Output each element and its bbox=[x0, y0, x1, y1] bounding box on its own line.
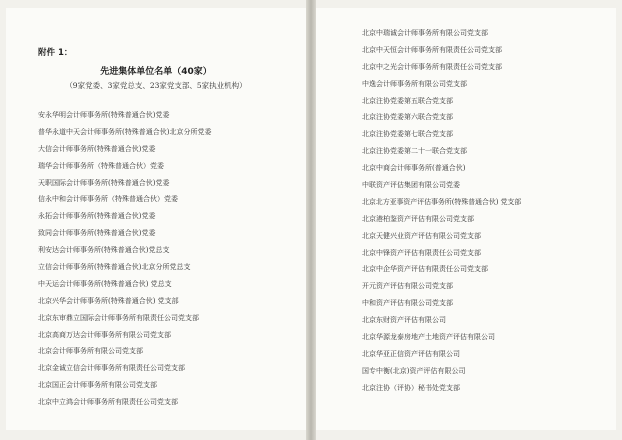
list-item: 北京华源龙泰房地产土地资产评估有限公司 bbox=[362, 333, 495, 342]
page-gutter bbox=[306, 0, 316, 440]
list-item: 北京中锋资产评估有限责任公司党支部 bbox=[362, 248, 481, 257]
list-item: 信永中和会计师事务所（特殊普通合伙）党委 bbox=[38, 195, 178, 204]
list-item: 北京中商会计师事务所(普通合伙) bbox=[362, 164, 466, 173]
list-item: 北京中立鸿会计师事务所有限责任公司党支部 bbox=[38, 398, 178, 407]
list-item: 北京北方亚事资产评估事务所(特殊普通合伙) 党支部 bbox=[362, 197, 522, 206]
list-item: 北京会计师事务所有限公司党支部 bbox=[38, 347, 143, 356]
list-item: 国专中衡(北京)资产评估有限公司 bbox=[362, 366, 466, 375]
list-title: 先进集体单位名单（40家） bbox=[100, 67, 212, 77]
list-item: 北京注协党委第七联合党支部 bbox=[362, 130, 453, 139]
list-item: 立信会计师事务所(特殊普通合伙)北京分所党总支 bbox=[38, 263, 191, 272]
list-item: 永拓会计师事务所(特殊普通合伙)党委 bbox=[38, 212, 156, 221]
list-item: 北京注协党委第六联合党支部 bbox=[362, 113, 453, 122]
list-item: 北京中之光会计师事务所有限责任公司党支部 bbox=[362, 62, 502, 71]
list-item: 北京金诚立信会计师事务所有限责任公司党支部 bbox=[38, 364, 185, 373]
list-item: 北京天健兴业资产评估有限公司党支部 bbox=[362, 231, 481, 240]
list-item: 北京注协（评协）秘书处党支部 bbox=[362, 383, 460, 392]
right-unit-list bbox=[362, 25, 521, 397]
list-subtitle: （9家党委、3家党总支、23家党支部、5家执业机构） bbox=[65, 81, 247, 90]
list-item: 天职国际会计师事务所(特殊普通合伙)党委 bbox=[38, 178, 170, 187]
list-item: 中和资产评估有限公司党支部 bbox=[362, 299, 453, 308]
list-item: 普华永道中天会计师事务所(特殊普通合伙)北京分所党委 bbox=[38, 127, 212, 136]
list-item: 中逸会计师事务所有限公司党支部 bbox=[362, 79, 467, 88]
list-item: 瑞华会计师事务所（特殊普通合伙）党委 bbox=[38, 161, 164, 170]
left-page bbox=[6, 8, 306, 430]
left-unit-list bbox=[38, 107, 211, 411]
list-item: 北京东财资产评估有限公司 bbox=[362, 316, 446, 325]
list-item: 中天运会计师事务所(特殊普通合伙) 党总支 bbox=[38, 279, 172, 288]
list-item: 开元资产评估有限公司党支部 bbox=[362, 282, 453, 291]
list-item: 中联资产评估集团有限公司党委 bbox=[362, 181, 460, 190]
list-item: 北京东审鼎立国际会计师事务所有限责任公司党支部 bbox=[38, 313, 199, 322]
list-item: 北京华亚正信资产评估有限公司 bbox=[362, 349, 460, 358]
list-item: 北京中瑞诚会计师事务所有限公司党支部 bbox=[362, 29, 488, 37]
right-page bbox=[316, 8, 616, 430]
list-item: 安永华明会计师事务所(特殊普通合伙)党委 bbox=[38, 111, 170, 119]
attachment-label: 附件 1： bbox=[38, 48, 73, 58]
list-item: 北京港柏鉴资产评估有限公司党支部 bbox=[362, 214, 474, 223]
list-item: 北京中企华资产评估有限责任公司党支部 bbox=[362, 265, 488, 274]
list-item: 大信会计师事务所(特殊普通合伙)党委 bbox=[38, 144, 156, 153]
list-item: 北京中天恒会计师事务所有限责任公司党支部 bbox=[362, 45, 502, 54]
list-item: 北京注协党委第五联合党支部 bbox=[362, 96, 453, 105]
list-item: 北京国正会计师事务所有限公司党支部 bbox=[38, 381, 157, 390]
list-item: 北京兴华会计师事务所(特殊普通合伙) 党支部 bbox=[38, 296, 179, 305]
list-item: 利安达会计师事务所(特殊普通合伙)党总支 bbox=[38, 246, 170, 255]
list-item: 致同会计师事务所(特殊普通合伙)党委 bbox=[38, 229, 156, 238]
list-item: 北京高商万达会计师事务所有限公司党支部 bbox=[38, 330, 171, 339]
list-item: 北京注协党委第二十一联合党支部 bbox=[362, 147, 467, 156]
